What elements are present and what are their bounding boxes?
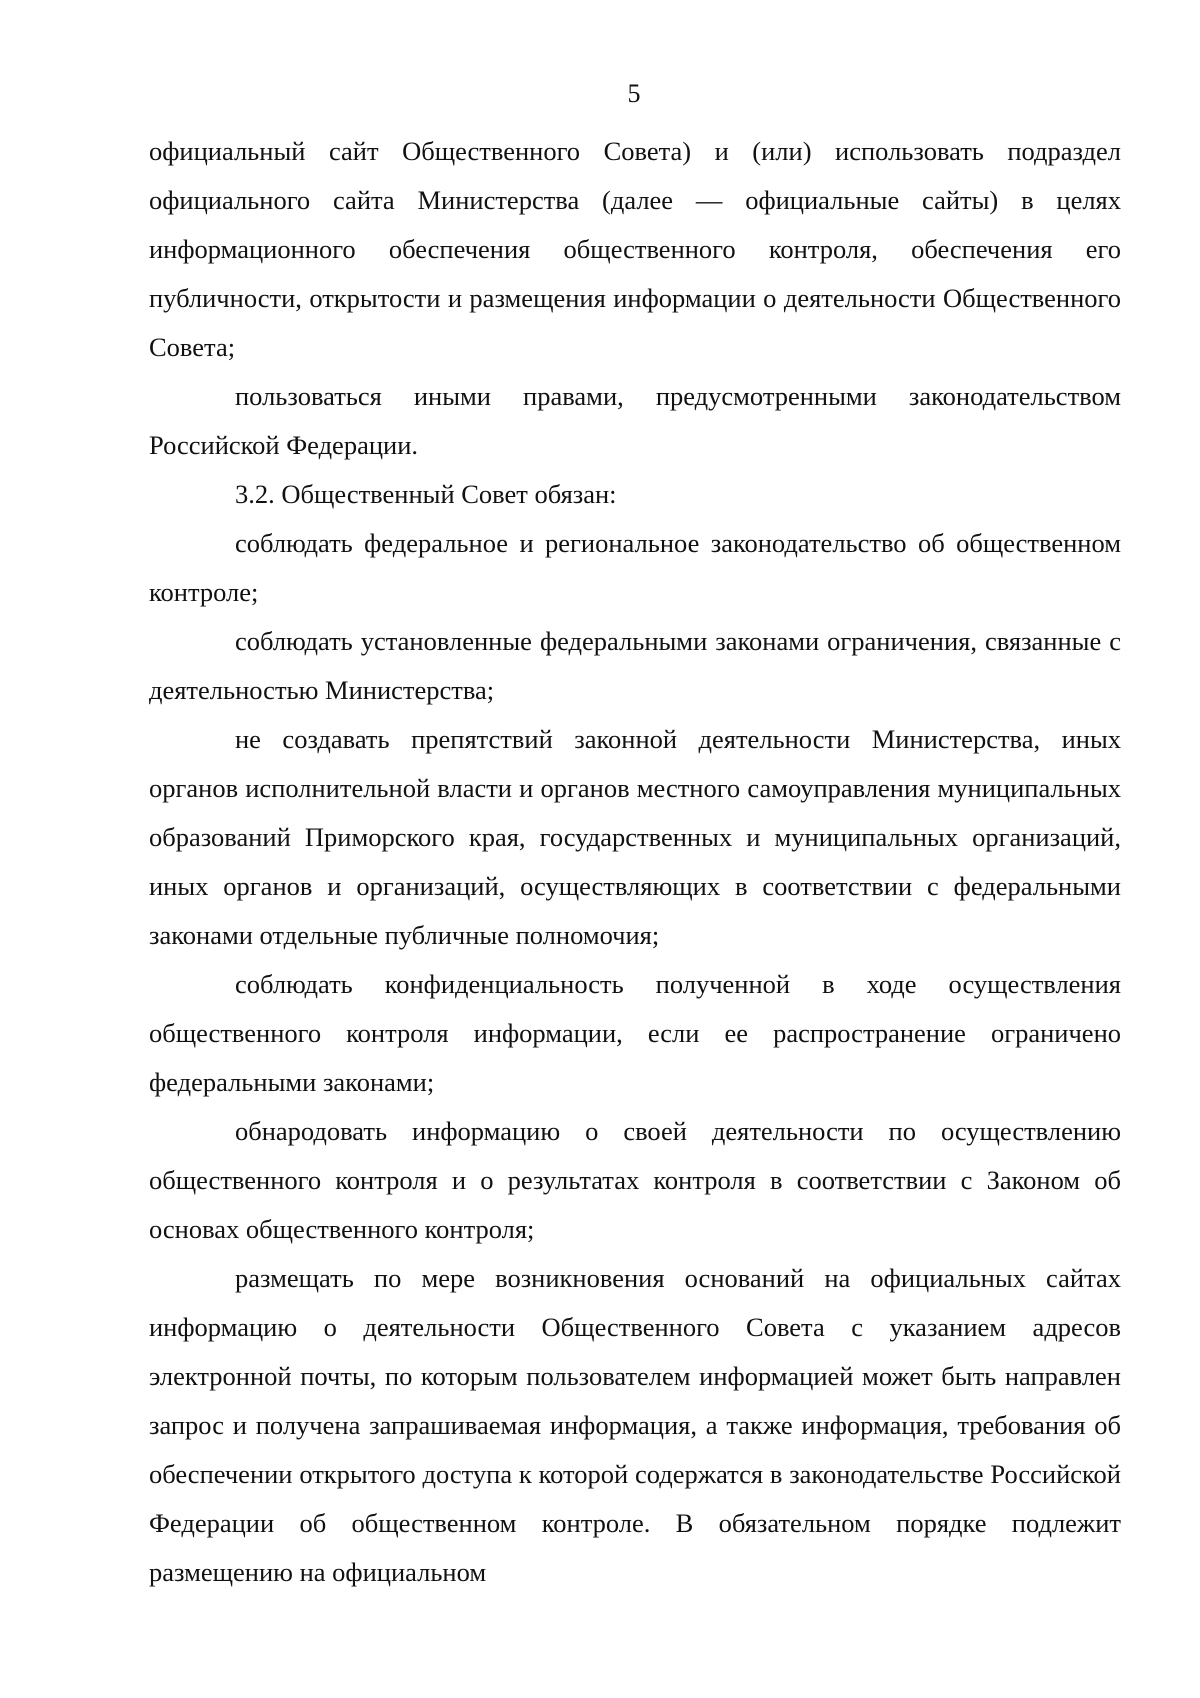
paragraph-other-rights: пользоваться иными правами, предусмотренными законодательством Российской Федерации. — [149, 381, 1121, 460]
document-body — [149, 127, 1121, 1597]
section-heading-3-2: 3.2. Общественный Совет обязан: — [235, 479, 617, 509]
paragraph-no-obstacles: не создавать препятствий законной деятельности Министерства, иных органов исполнительной власти и органов местного самоуправления муниципальных образований Приморского края, государственных и муниципальных организаций, иных органов и организаций, осуществляющих в соответствии с федеральными законами отдельные публичные полномочия; — [149, 724, 1121, 950]
paragraph-publish-information: обнародовать информацию о своей деятельности по осуществлению общественного контроля и о результатах контроля в соответствии с Законом об основах общественного контроля; — [149, 1116, 1121, 1244]
paragraph-observe-restrictions: соблюдать установленные федеральными законами ограничения, связанные с деятельностью Министерства; — [149, 626, 1121, 705]
paragraph-confidentiality: соблюдать конфиденциальность полученной в ходе осуществления общественного контроля информации, если ее распространение ограничено федеральными законами; — [149, 969, 1121, 1097]
paragraph-post-on-sites: размещать по мере возникновения оснований на официальных сайтах информацию о деятельности Общественного Совета с указанием адресов электронной почты, по которым пользователем информацией может быть направлен запрос и получена запрашиваемая информация, а также информация, требования об обеспечении открытого доступа к которой содержатся в законодательстве Российской Федерации об общественном контроле. В обязательном порядке подлежит размещению на официальном — [149, 1263, 1121, 1587]
paragraph-official-sites: официальный сайт Общественного Совета) и (или) использовать подраздел официального сайта Министерства (далее — официальные сайты) в целях информационного обеспечения общественного контроля, обеспечения его публичности, открытости и размещения информации о деятельности Общественного Совета; — [149, 136, 1121, 362]
page-number: 5 — [627, 79, 641, 108]
paragraph-observe-legislation: соблюдать федеральное и региональное законодательство об общественном контроле; — [149, 528, 1121, 607]
